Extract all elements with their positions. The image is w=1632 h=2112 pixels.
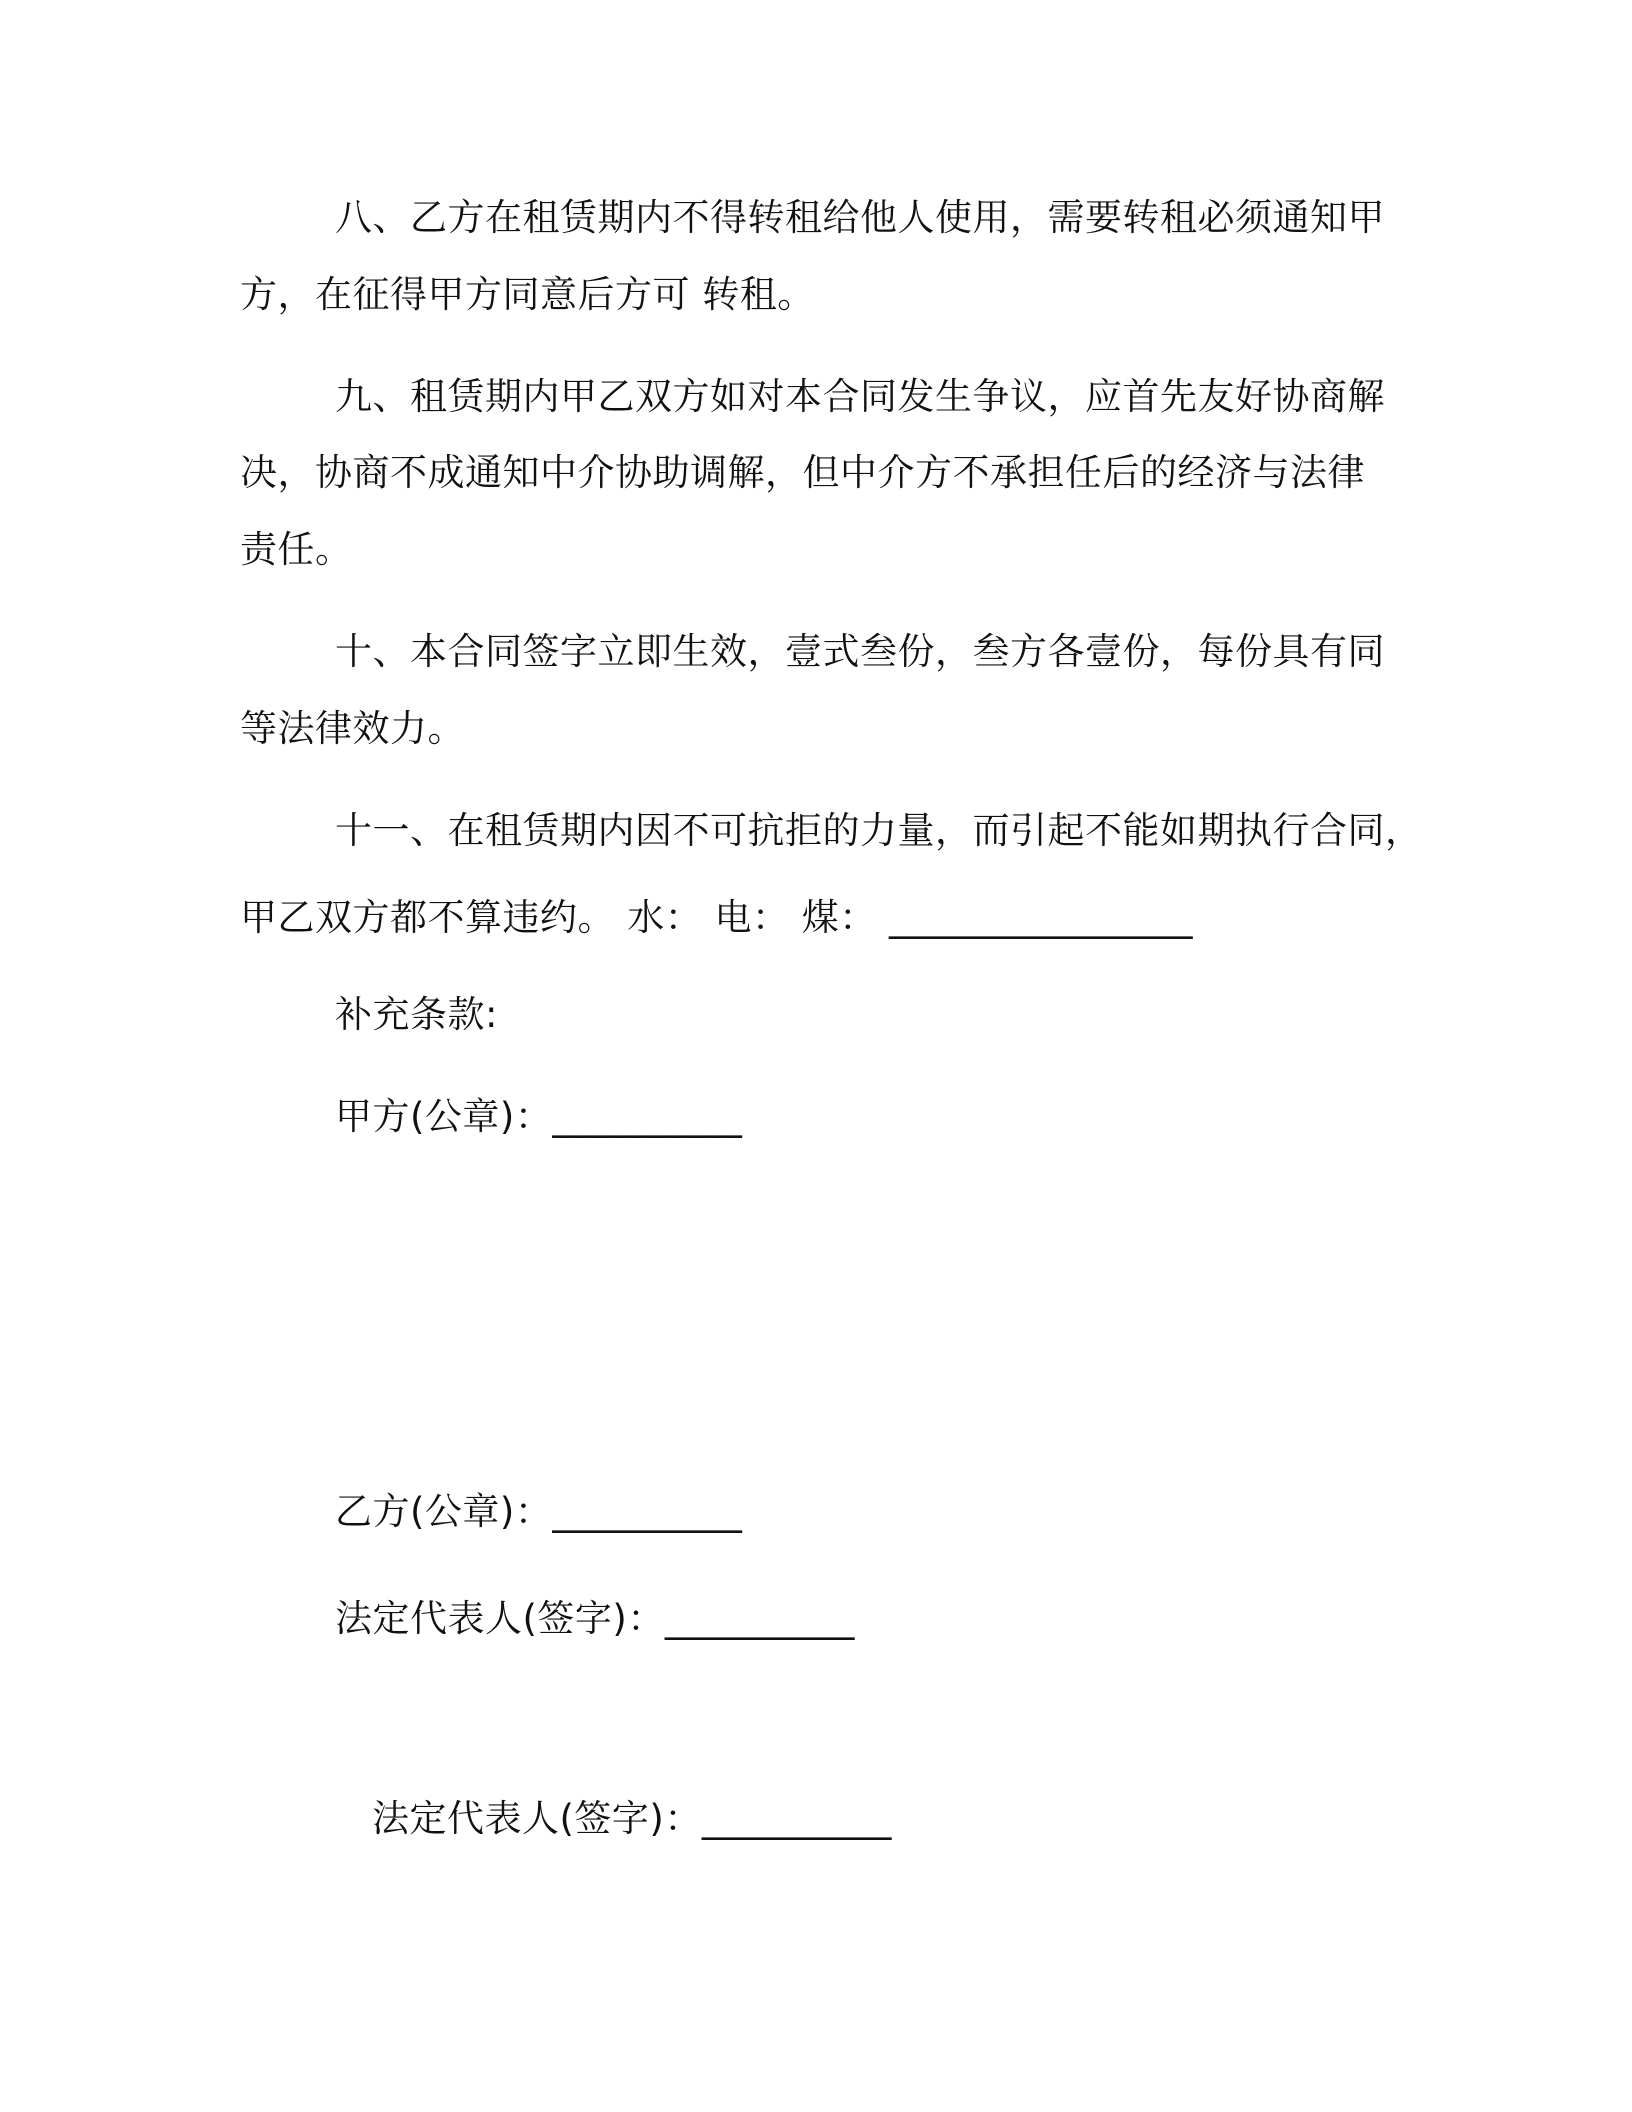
clause-8-line-2: 方，在征得甲方同意后方可 转租。 xyxy=(240,273,815,316)
clause-11-line-2: 甲乙双方都不算违约。 水： 电： 煤： ________________ xyxy=(240,896,1194,939)
clause-9-line-1: 九、租赁期内甲乙双方如对本合同发生争议，应首先友好协商解 xyxy=(335,375,1385,418)
clause-9-line-2: 决，协商不成通知中介协助调解，但中介方不承担任后的经济与法律 xyxy=(240,451,1365,494)
supplementary-terms-label: 补充条款: xyxy=(335,993,498,1036)
clause-9-line-3: 责任。 xyxy=(240,528,353,571)
clause-10-line-1: 十、本合同签字立即生效，壹式叁份，叁方各壹份，每份具有同 xyxy=(335,630,1385,673)
legal-representative-signature-line-1: 法定代表人(签字)：__________ xyxy=(335,1597,855,1640)
clause-11-line-1: 十一、在租赁期内因不可抗拒的力量，而引起不能如期执行合同， xyxy=(335,809,1423,852)
legal-representative-signature-line-2: 法定代表人(签字)：__________ xyxy=(372,1797,892,1840)
clause-10-line-2: 等法律效力。 xyxy=(240,707,465,750)
party-a-seal-line: 甲方(公章)：__________ xyxy=(335,1095,743,1138)
clause-8-line-1: 八、乙方在租赁期内不得转租给他人使用，需要转租必须通知甲 xyxy=(335,196,1385,239)
party-b-seal-line: 乙方(公章)：__________ xyxy=(335,1490,743,1533)
